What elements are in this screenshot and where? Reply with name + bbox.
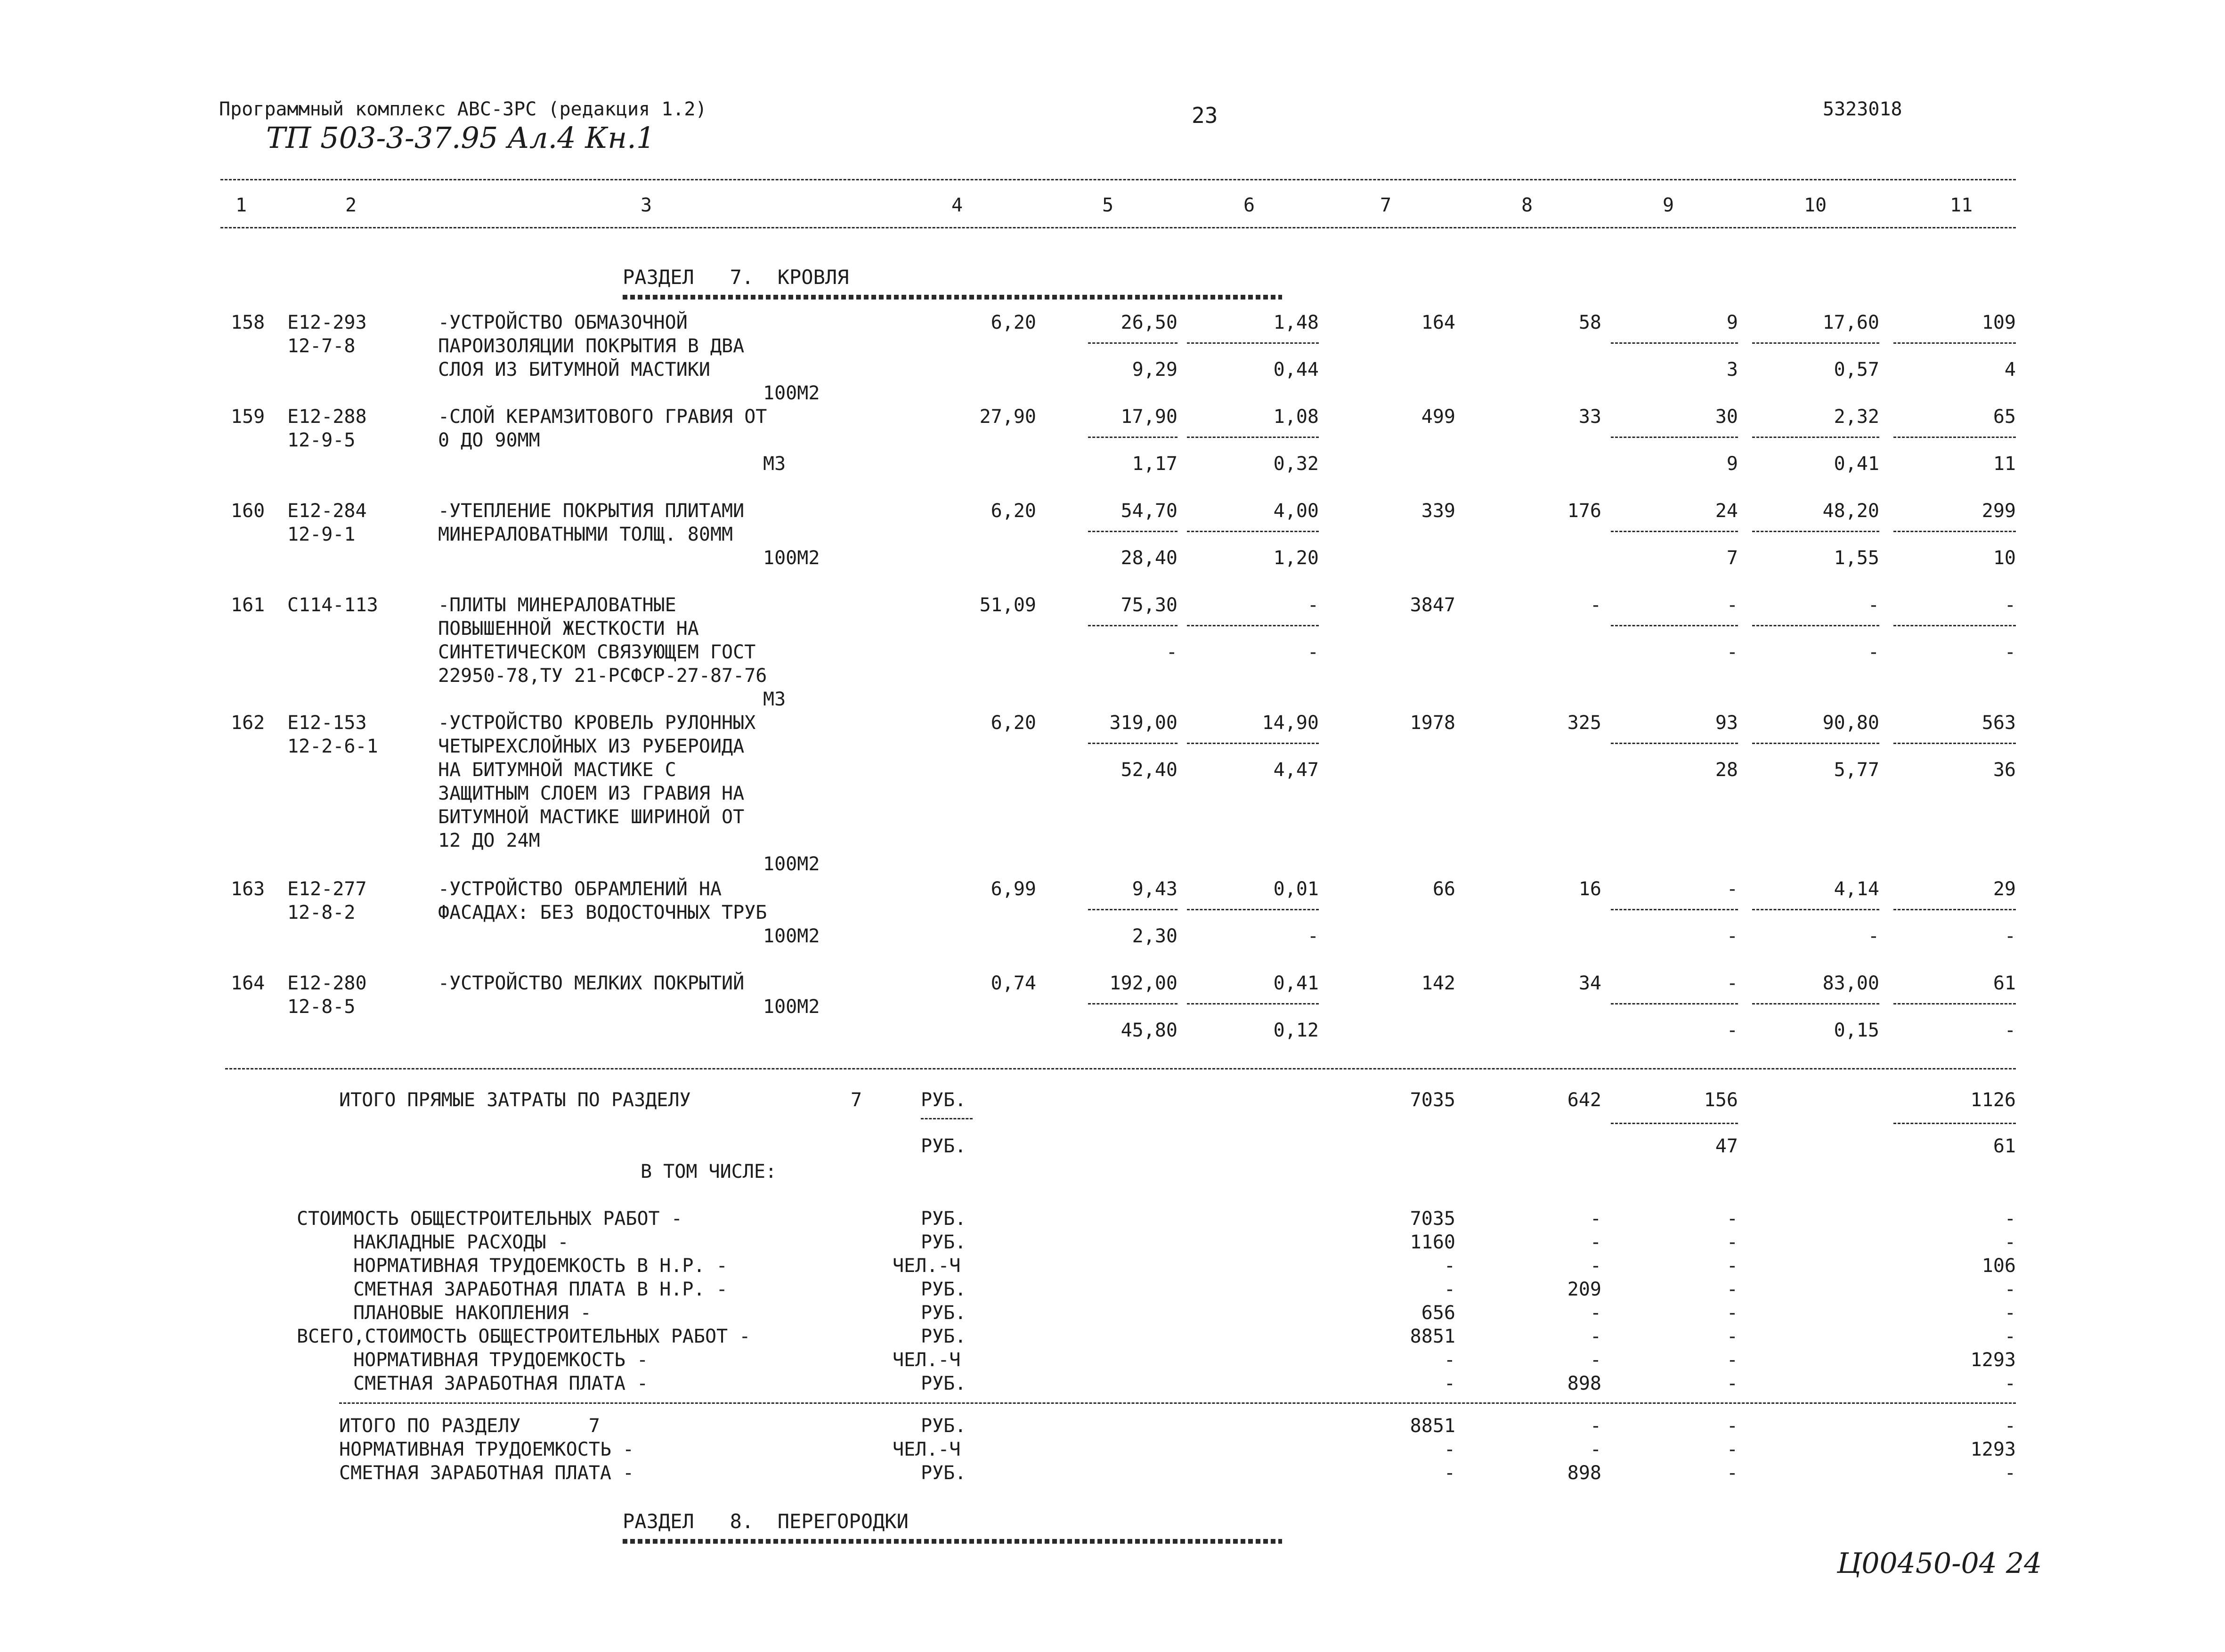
value-divider [1752,531,1879,532]
section-total-col8: - [1590,1415,1601,1437]
breakdown-col7: - [1444,1373,1455,1394]
value-divider [1611,531,1738,532]
value-divider [1611,743,1738,744]
machine-total: 24 [1715,500,1738,522]
breakdown-col8: 898 [1567,1373,1601,1394]
direct-costs-unit-2: РУБ. [921,1135,966,1157]
value-divider [1893,743,2016,744]
rate-code: Е12-284 [287,500,367,522]
total-cost: 3847 [1410,594,1455,616]
breakdown-col11: - [2004,1208,2016,1230]
breakdown-label: НОРМАТИВНАЯ ТРУДОЕМКОСТЬ - [353,1349,649,1371]
document-code: 5323018 [1823,98,1902,120]
breakdown-col9: - [1726,1208,1738,1230]
quantity: 6,99 [991,878,1036,900]
value-divider [1893,625,2016,626]
machine-cost-wages: - [1307,641,1319,663]
direct-costs-col9-b: 47 [1715,1135,1738,1157]
total-hours-wages: 36 [1993,759,2016,781]
work-description: -УСТРОЙСТВО МЕЛКИХ ПОКРЫТИЙ [438,972,745,994]
next-section-underline [623,1539,1282,1544]
breakdown-col11: 106 [1981,1255,2016,1277]
work-description: 12 ДО 24М [438,830,540,851]
breakdown-unit: РУБ. [921,1326,966,1347]
breakdown-unit: РУБ. [921,1231,966,1253]
labor-hours: 83,00 [1822,972,1879,994]
breakdown-label: НАКЛАДНЫЕ РАСХОДЫ - [353,1231,569,1253]
total-hours-wages: 10 [1993,547,2016,569]
rate-code: Е12-288 [287,406,367,428]
unit-cost-wages: 28,40 [1121,547,1177,569]
unit-of-measure: 100М2 [763,382,820,404]
value-divider [1088,342,1177,344]
total-hours-wages: - [2004,1020,2016,1041]
breakdown-col9: - [1726,1349,1738,1371]
unit-cost-wages: - [1166,641,1177,663]
breakdown-col8: - [1590,1208,1601,1230]
total-hours: 563 [1981,712,2016,734]
work-description: ЧЕТЫРЕХСЛОЙНЫХ ИЗ РУБЕРОИДА [438,736,745,757]
section-total-col11: - [2004,1462,2016,1484]
quantity: 27,90 [979,406,1036,428]
labor-cost: 58 [1578,312,1601,333]
machine-total-wages: 3 [1726,359,1738,381]
value-divider [1088,743,1177,744]
breakdown-col11: - [2004,1279,2016,1300]
labor-hours: 48,20 [1822,500,1879,522]
machine-total-wages: - [1726,641,1738,663]
value-divider [1752,1003,1879,1004]
rate-subcode: 12-9-1 [287,524,356,545]
value-divider [1187,743,1319,744]
section-total-label: СМЕТНАЯ ЗАРАБОТНАЯ ПЛАТА - [339,1462,634,1484]
unit-of-measure: М3 [763,453,786,475]
machine-total-wages: - [1726,925,1738,947]
unit-of-measure: М3 [763,688,786,710]
machine-cost: 1,08 [1273,406,1319,428]
machine-cost: 0,01 [1273,878,1319,900]
row-number: 161 [231,594,265,616]
table-top-rule [220,179,2016,180]
work-description: ЗАЩИТНЫМ СЛОЕМ ИЗ ГРАВИЯ НА [438,783,745,804]
unit-of-measure: 100М2 [763,547,820,569]
breakdown-unit: РУБ. [921,1302,966,1324]
column-header-rule [220,227,2016,228]
labor-hours-wages: 1,55 [1834,547,1879,569]
labor-cost: 176 [1567,500,1601,522]
column-number: 7 [1380,194,1392,216]
breakdown-col8: - [1590,1349,1601,1371]
total-hours-wages: 4 [2004,359,2016,381]
total-hours-wages: - [2004,641,2016,663]
rate-code: Е12-280 [287,972,367,994]
row-number: 159 [231,406,265,428]
work-description: МИНЕРАЛОВАТНЫМИ ТОЛЩ. 80ММ [438,524,733,545]
breakdown-col7: - [1444,1255,1455,1277]
value-divider [1893,531,2016,532]
rate-subcode: 12-8-5 [287,996,356,1018]
quantity: 6,20 [991,500,1036,522]
labor-hours: - [1868,594,1879,616]
breakdown-col11: 1293 [1970,1349,2016,1371]
breakdown-col7: - [1444,1279,1455,1300]
column-number: 6 [1243,194,1255,216]
page-number: 23 [1192,103,1218,128]
value-divider [1187,1003,1319,1004]
value-divider [1187,531,1319,532]
total-cost: 66 [1432,878,1455,900]
section-title-underline [623,295,1282,300]
machine-cost: 1,48 [1273,312,1319,333]
machine-cost: 4,00 [1273,500,1319,522]
column-number: 2 [345,194,357,216]
direct-col9-rule [1611,1123,1738,1124]
breakdown-col7: 656 [1421,1302,1455,1324]
labor-hours: 17,60 [1822,312,1879,333]
unit-of-measure: 100М2 [763,996,820,1018]
unit-underline [921,1118,973,1119]
value-divider [1893,909,2016,910]
machine-total-wages: 9 [1726,453,1738,475]
breakdown-col9: - [1726,1373,1738,1394]
work-description: -СЛОЙ КЕРАМЗИТОВОГО ГРАВИЯ ОТ [438,406,767,428]
direct-costs-col7: 7035 [1410,1089,1455,1111]
machine-cost-wages: - [1307,925,1319,947]
work-description: СИНТЕТИЧЕСКОМ СВЯЗУЮЩЕМ ГОСТ [438,641,756,663]
breakdown-col9: - [1726,1279,1738,1300]
work-description: ПАРОИЗОЛЯЦИИ ПОКРЫТИЯ В ДВА [438,335,745,357]
breakdown-col11: - [2004,1231,2016,1253]
unit-cost-wages: 2,30 [1132,925,1177,947]
breakdown-unit: ЧЕЛ.-Ч [893,1255,961,1277]
unit-of-measure: 100М2 [763,853,820,875]
value-divider [1088,625,1177,626]
column-number: 8 [1521,194,1533,216]
breakdown-col11: - [2004,1373,2016,1394]
value-divider [1611,909,1738,910]
total-hours: 299 [1981,500,2016,522]
direct-costs-col11-b: 61 [1993,1135,2016,1157]
unit-cost: 17,90 [1121,406,1177,428]
labor-hours-wages: 5,77 [1834,759,1879,781]
machine-cost-wages: 0,32 [1273,453,1319,475]
machine-cost-wages: 0,12 [1273,1020,1319,1041]
section-title: РАЗДЕЛ 7. КРОВЛЯ [623,266,849,289]
labor-hours-wages: - [1868,925,1879,947]
value-divider [1611,625,1738,626]
quantity: 0,74 [991,972,1036,994]
rate-subcode: 12-9-5 [287,429,356,451]
section-total-unit: РУБ. [921,1415,966,1437]
total-hours: 61 [1993,972,2016,994]
section-total-rule [339,1402,2016,1404]
machine-cost: - [1307,594,1319,616]
machine-total: - [1726,878,1738,900]
unit-cost-wages: 1,17 [1132,453,1177,475]
breakdown-label: СМЕТНАЯ ЗАРАБОТНАЯ ПЛАТА - [353,1373,649,1394]
direct-costs-section: 7 [851,1089,862,1111]
machine-total: 93 [1715,712,1738,734]
total-cost: 164 [1421,312,1455,333]
total-hours: 109 [1981,312,2016,333]
section-total-col7: - [1444,1462,1455,1484]
rate-subcode: 12-2-6-1 [287,736,378,757]
total-cost: 499 [1421,406,1455,428]
breakdown-col9: - [1726,1255,1738,1277]
value-divider [1893,437,2016,438]
handwritten-reference: ТП 503-3-37.95 Ал.4 Кн.1 [266,121,655,155]
total-cost: 142 [1421,972,1455,994]
machine-total: 30 [1715,406,1738,428]
section-total-col11: 1293 [1970,1439,2016,1460]
labor-cost: 16 [1578,878,1601,900]
section-total-col8: 898 [1567,1462,1601,1484]
section-total-col7: - [1444,1439,1455,1460]
breakdown-col8: - [1590,1302,1601,1324]
section-total-col7: 8851 [1410,1415,1455,1437]
total-hours: - [2004,594,2016,616]
labor-hours: 2,32 [1834,406,1879,428]
unit-cost: 9,43 [1132,878,1177,900]
section-total-unit: РУБ. [921,1462,966,1484]
rate-code: Е12-153 [287,712,367,734]
column-number: 10 [1804,194,1827,216]
unit-cost-wages: 45,80 [1121,1020,1177,1041]
machine-total: - [1726,594,1738,616]
section-total-label: НОРМАТИВНАЯ ТРУДОЕМКОСТЬ - [339,1439,634,1460]
work-description: -УСТРОЙСТВО ОБМАЗОЧНОЙ [438,312,688,333]
work-description: -УТЕПЛЕНИЕ ПОКРЫТИЯ ПЛИТАМИ [438,500,745,522]
value-divider [1187,625,1319,626]
value-divider [1752,437,1879,438]
unit-cost: 319,00 [1109,712,1177,734]
work-description: НА БИТУМНОЙ МАСТИКЕ С [438,759,676,781]
handwritten-footer-code: Ц00450-04 24 [1837,1547,2042,1580]
value-divider [1088,531,1177,532]
value-divider [1187,342,1319,344]
value-divider [1752,625,1879,626]
value-divider [1752,342,1879,344]
machine-total: 9 [1726,312,1738,333]
unit-cost: 75,30 [1121,594,1177,616]
rate-code: Е12-277 [287,878,367,900]
direct-col11-rule [1893,1123,2016,1124]
value-divider [1752,909,1879,910]
quantity: 51,09 [979,594,1036,616]
work-description: БИТУМНОЙ МАСТИКЕ ШИРИНОЙ ОТ [438,806,745,828]
labor-cost: - [1590,594,1601,616]
value-divider [1611,342,1738,344]
machine-total-wages: 7 [1726,547,1738,569]
breakdown-col11: - [2004,1326,2016,1347]
column-number: 11 [1950,194,1973,216]
unit-cost: 54,70 [1121,500,1177,522]
total-cost: 1978 [1410,712,1455,734]
breakdown-unit: РУБ. [921,1279,966,1300]
direct-costs-col11: 1126 [1970,1089,2016,1111]
breakdown-col8: 209 [1567,1279,1601,1300]
row-number: 163 [231,878,265,900]
breakdown-col7: - [1444,1349,1455,1371]
section-total-col9: - [1726,1439,1738,1460]
total-hours-wages: 11 [1993,453,2016,475]
direct-costs-col8: 642 [1567,1089,1601,1111]
value-divider [1611,437,1738,438]
labor-cost: 325 [1567,712,1601,734]
unit-cost: 26,50 [1121,312,1177,333]
total-hours: 65 [1993,406,2016,428]
work-description: ФАСАДАХ: БЕЗ ВОДОСТОЧНЫХ ТРУБ [438,902,767,923]
machine-cost: 14,90 [1262,712,1319,734]
direct-costs-unit: РУБ. [921,1089,966,1111]
value-divider [1088,437,1177,438]
direct-costs-col9: 156 [1704,1089,1738,1111]
next-section-title: РАЗДЕЛ 8. ПЕРЕГОРОДКИ [623,1510,909,1533]
work-description: 22950-78,ТУ 21-РСФСР-27-87-76 [438,665,767,687]
program-header: Программный комплекс АВС-3РС (редакция 1.2) [219,98,707,120]
column-number: 5 [1102,194,1114,216]
value-divider [1611,1003,1738,1004]
breakdown-label: СТОИМОСТЬ ОБЩЕСТРОИТЕЛЬНЫХ РАБОТ - [297,1208,682,1230]
machine-total-wages: - [1726,1020,1738,1041]
work-description: -УСТРОЙСТВО КРОВЕЛЬ РУЛОННЫХ [438,712,756,734]
work-description: 0 ДО 90ММ [438,429,540,451]
machine-cost-wages: 1,20 [1273,547,1319,569]
rate-code: Е12-293 [287,312,367,333]
breakdown-label: ПЛАНОВЫЕ НАКОПЛЕНИЯ - [353,1302,592,1324]
breakdown-col8: - [1590,1231,1601,1253]
machine-total: - [1726,972,1738,994]
breakdown-col9: - [1726,1302,1738,1324]
rate-subcode: 12-7-8 [287,335,356,357]
labor-cost: 34 [1578,972,1601,994]
quantity: 6,20 [991,312,1036,333]
value-divider [1088,1003,1177,1004]
section-total-col11: - [2004,1415,2016,1437]
work-description: -ПЛИТЫ МИНЕРАЛОВАТНЫЕ [438,594,676,616]
unit-cost-wages: 52,40 [1121,759,1177,781]
breakdown-unit: ЧЕЛ.-Ч [893,1349,961,1371]
section-total-label: ИТОГО ПО РАЗДЕЛУ 7 [339,1415,600,1437]
section-total-col9: - [1726,1415,1738,1437]
column-number: 3 [641,194,652,216]
value-divider [1893,1003,2016,1004]
machine-cost: 0,41 [1273,972,1319,994]
labor-hours-wages: 0,57 [1834,359,1879,381]
totals-rule [225,1068,2016,1069]
machine-cost-wages: 0,44 [1273,359,1319,381]
machine-total-wages: 28 [1715,759,1738,781]
work-description: СЛОЯ ИЗ БИТУМНОЙ МАСТИКИ [438,359,710,381]
breakdown-col9: - [1726,1326,1738,1347]
labor-hours: 90,80 [1822,712,1879,734]
column-number: 9 [1663,194,1674,216]
section-total-col8: - [1590,1439,1601,1460]
quantity: 6,20 [991,712,1036,734]
breakdown-col8: - [1590,1255,1601,1277]
breakdown-col11: - [2004,1302,2016,1324]
value-divider [1752,743,1879,744]
column-number: 4 [951,194,963,216]
labor-hours-wages: 0,41 [1834,453,1879,475]
breakdown-label: ВСЕГО,СТОИМОСТЬ ОБЩЕСТРОИТЕЛЬНЫХ РАБОТ - [297,1326,751,1347]
section-total-col9: - [1726,1462,1738,1484]
breakdown-unit: РУБ. [921,1373,966,1394]
breakdown-label: НОРМАТИВНАЯ ТРУДОЕМКОСТЬ В Н.Р. - [353,1255,728,1277]
breakdown-col8: - [1590,1326,1601,1347]
labor-hours-wages: 0,15 [1834,1020,1879,1041]
breakdown-col7: 1160 [1410,1231,1455,1253]
machine-cost-wages: 4,47 [1273,759,1319,781]
value-divider [1088,909,1177,910]
direct-costs-label: ИТОГО ПРЯМЫЕ ЗАТРАТЫ ПО РАЗДЕЛУ [339,1089,691,1111]
breakdown-unit: РУБ. [921,1208,966,1230]
column-number: 1 [235,194,247,216]
row-number: 162 [231,712,265,734]
work-description: -УСТРОЙСТВО ОБРАМЛЕНИЙ НА [438,878,722,900]
row-number: 164 [231,972,265,994]
total-cost: 339 [1421,500,1455,522]
unit-of-measure: 100М2 [763,925,820,947]
row-number: 158 [231,312,265,333]
labor-hours: 4,14 [1834,878,1879,900]
unit-cost-wages: 9,29 [1132,359,1177,381]
total-hours: 29 [1993,878,2016,900]
breakdown-col7: 7035 [1410,1208,1455,1230]
value-divider [1893,342,2016,344]
total-hours-wages: - [2004,925,2016,947]
value-divider [1187,909,1319,910]
unit-cost: 192,00 [1109,972,1177,994]
rate-code: С114-113 [287,594,378,616]
including-label: В ТОМ ЧИСЛЕ: [641,1161,777,1182]
work-description: ПОВЫШЕННОЙ ЖЕСТКОСТИ НА [438,618,699,640]
section-total-unit: ЧЕЛ.-Ч [893,1439,961,1460]
rate-subcode: 12-8-2 [287,902,356,923]
row-number: 160 [231,500,265,522]
breakdown-col9: - [1726,1231,1738,1253]
value-divider [1187,437,1319,438]
breakdown-label: СМЕТНАЯ ЗАРАБОТНАЯ ПЛАТА В Н.Р. - [353,1279,728,1300]
labor-hours-wages: - [1868,641,1879,663]
labor-cost: 33 [1578,406,1601,428]
breakdown-col7: 8851 [1410,1326,1455,1347]
